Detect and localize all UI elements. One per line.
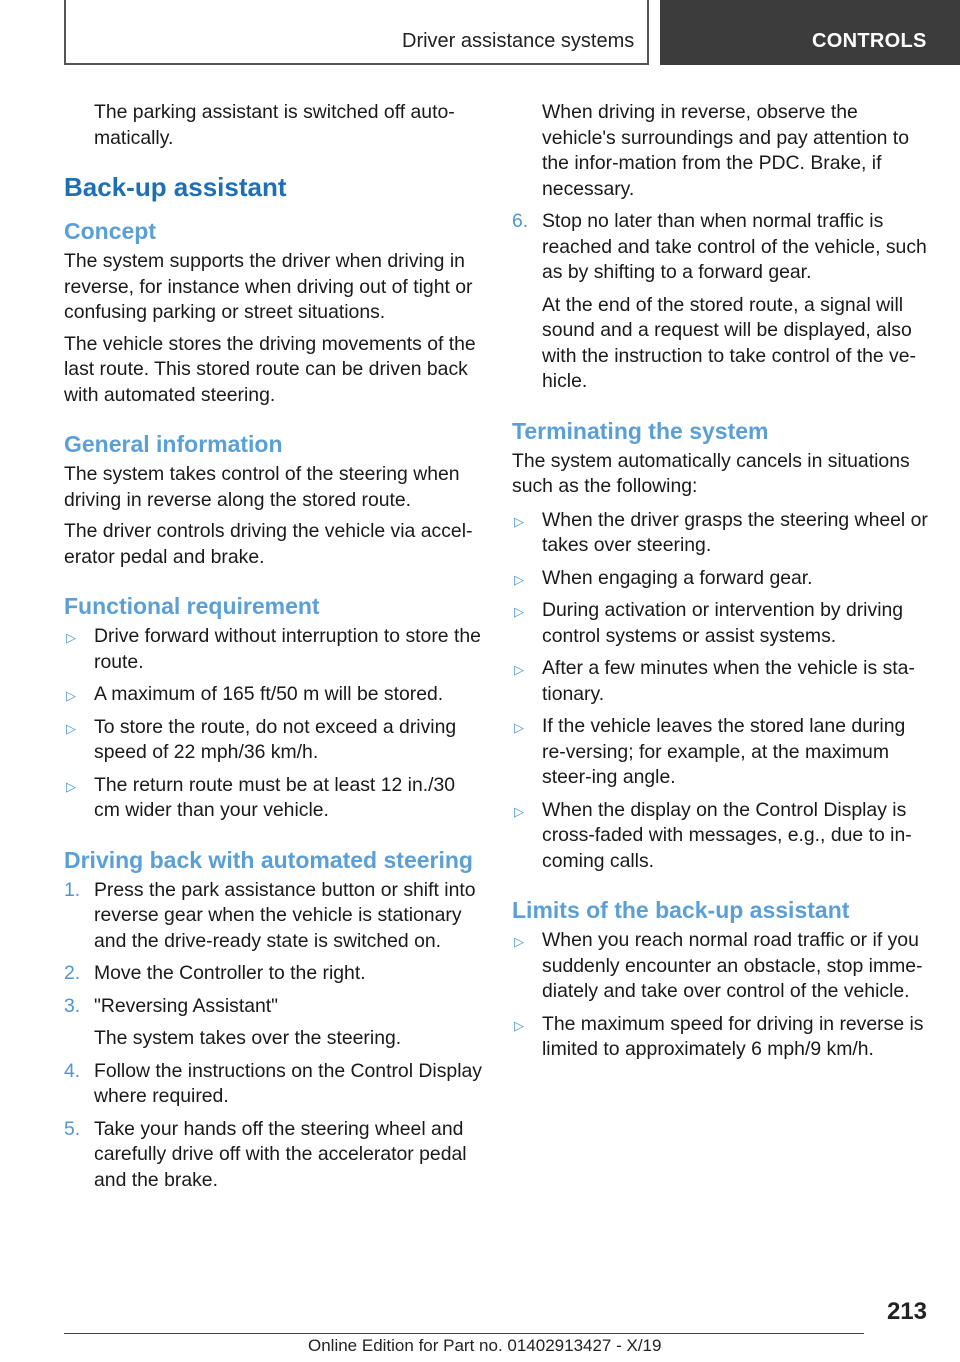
general-info-paragraph: The system takes control of the steering when driving in reverse along the stored route. — [64, 463, 460, 511]
step-item — [64, 961, 484, 987]
step-continuation: When driving in reverse, observe the vehicle's surroundings and pay attention to the infor-mation from the PDC. Brake, if necessary. — [542, 101, 909, 200]
footer-divider — [64, 1333, 864, 1334]
header-section-title: Driver assistance systems — [402, 30, 635, 52]
list-item-text: During activation or intervention by driving control systems or assist systems. — [542, 599, 904, 647]
step-text: Press the park assistance button or shift into reverse gear when the vehicle is stationary and the drive-ready state is switched on. — [94, 878, 476, 952]
triangle-bullet-icon: ▷ — [66, 778, 76, 794]
triangle-bullet-icon: ▷ — [66, 630, 76, 645]
limits-heading: Limits of the back-up assistant — [512, 897, 850, 923]
list-item-text: Drive forward without interruption to store the route. — [94, 625, 481, 673]
step-text: Follow the instructions on the Control Display where required. — [94, 1059, 482, 1107]
list-item-text: The return route must be at least 12 in./30 cm wider than your vehicle. — [94, 773, 456, 821]
list-item — [64, 624, 484, 675]
list-item — [64, 715, 484, 766]
list-item-text: When you reach normal road traffic or if you suddenly encounter an obstacle, stop imme-diately and take over control of the vehicle. — [542, 929, 923, 1002]
list-item-text: If the vehicle leaves the stored lane during re-versing; for example, at the maximum steer-ing angle. — [542, 715, 906, 788]
step-item — [64, 878, 484, 955]
list-item — [512, 566, 932, 592]
functional-requirement-heading: Functional requirement — [64, 593, 320, 619]
step-item — [64, 1117, 484, 1194]
triangle-bullet-icon: ▷ — [514, 571, 524, 587]
header-chapter-label: CONTROLS — [812, 30, 927, 52]
list-item — [64, 682, 484, 708]
concept-paragraph: The vehicle stores the driving movements of the last route. This stored route can be driven back with automated steering. — [64, 332, 476, 406]
step-text: Stop no later than when normal traffic is reached and take control of the vehicle, such as by shifting to a forward gear. — [542, 210, 927, 283]
right-column — [512, 100, 932, 1070]
list-item-text: The maximum speed for driving in reverse is limited to approximately 6 mph/9 km/h. — [542, 1012, 924, 1060]
page-number: 213 — [886, 1298, 927, 1325]
terminating-heading: Terminating the system — [512, 417, 769, 444]
step-number: 3. — [64, 994, 81, 1017]
footer-edition-text: Online Edition for Part no. 01402913427 - X/19 — [308, 1336, 662, 1355]
step-number: 5. — [64, 1117, 81, 1140]
step-number: 6. — [512, 210, 529, 232]
list-item-text: A maximum of 165 ft/50 m will be stored. — [94, 683, 444, 705]
list-item-text: After a few minutes when the vehicle is sta-tionary. — [542, 657, 915, 705]
triangle-bullet-icon: ▷ — [514, 662, 524, 677]
triangle-bullet-icon: ▷ — [514, 604, 524, 619]
list-item-text: When the display on the Control Display is cross-faded with messages, e.g., due to in-coming calls. — [542, 798, 912, 872]
step-text: Take your hands off the steering wheel and carefully drive off with the accelerator pedal and the brake. — [94, 1117, 467, 1191]
step-number: 4. — [64, 1059, 81, 1082]
step-number: 1. — [64, 878, 81, 901]
terminating-paragraph: The system automatically cancels in situations such as the following: — [512, 449, 910, 497]
list-item — [512, 714, 932, 791]
list-item — [512, 508, 932, 559]
list-item — [512, 798, 932, 875]
general-info-heading: General information — [64, 431, 283, 457]
step-item — [64, 1059, 484, 1110]
triangle-bullet-icon: ▷ — [66, 720, 76, 736]
list-item-text: When engaging a forward gear. — [542, 566, 813, 589]
driving-back-heading: Driving back with automated steering — [64, 846, 473, 873]
list-item — [64, 773, 484, 824]
triangle-bullet-icon: ▷ — [514, 720, 524, 735]
step-number: 2. — [64, 962, 81, 984]
triangle-bullet-icon: ▷ — [514, 803, 524, 819]
triangle-bullet-icon: ▷ — [514, 513, 524, 529]
list-item — [512, 1012, 932, 1063]
list-item-text: To store the route, do not exceed a driving speed of 22 mph/36 km/h. — [94, 715, 457, 763]
list-item — [512, 598, 932, 649]
step-item — [64, 994, 484, 1020]
triangle-bullet-icon: ▷ — [514, 934, 524, 949]
section-title: Back-up assistant — [64, 172, 287, 202]
triangle-bullet-icon: ▷ — [514, 1017, 524, 1033]
triangle-bullet-icon: ▷ — [66, 688, 76, 703]
left-column — [64, 100, 484, 1200]
general-info-paragraph: The driver controls driving the vehicle via accel-erator pedal and brake. — [64, 520, 473, 568]
concept-heading: Concept — [64, 218, 156, 244]
list-item — [512, 928, 932, 1005]
concept-paragraph: The system supports the driver when driving in reverse, for instance when driving out of tight or confusing parking or street situations. — [64, 250, 473, 323]
list-item — [512, 656, 932, 707]
list-item-text: When the driver grasps the steering wheel or takes over steering. — [542, 508, 928, 556]
step-subtext: The system takes over the steering. — [94, 1027, 402, 1049]
intro-text: The parking assistant is switched off auto-matically. — [94, 101, 455, 149]
step-text: Move the Controller to the right. — [94, 962, 366, 984]
step-text: "Reversing Assistant" — [94, 994, 279, 1017]
step-subtext: At the end of the stored route, a signal will sound and a request will be displayed, also with the instruction to take control of the ve-hicle. — [542, 293, 916, 392]
step-item — [512, 209, 932, 286]
